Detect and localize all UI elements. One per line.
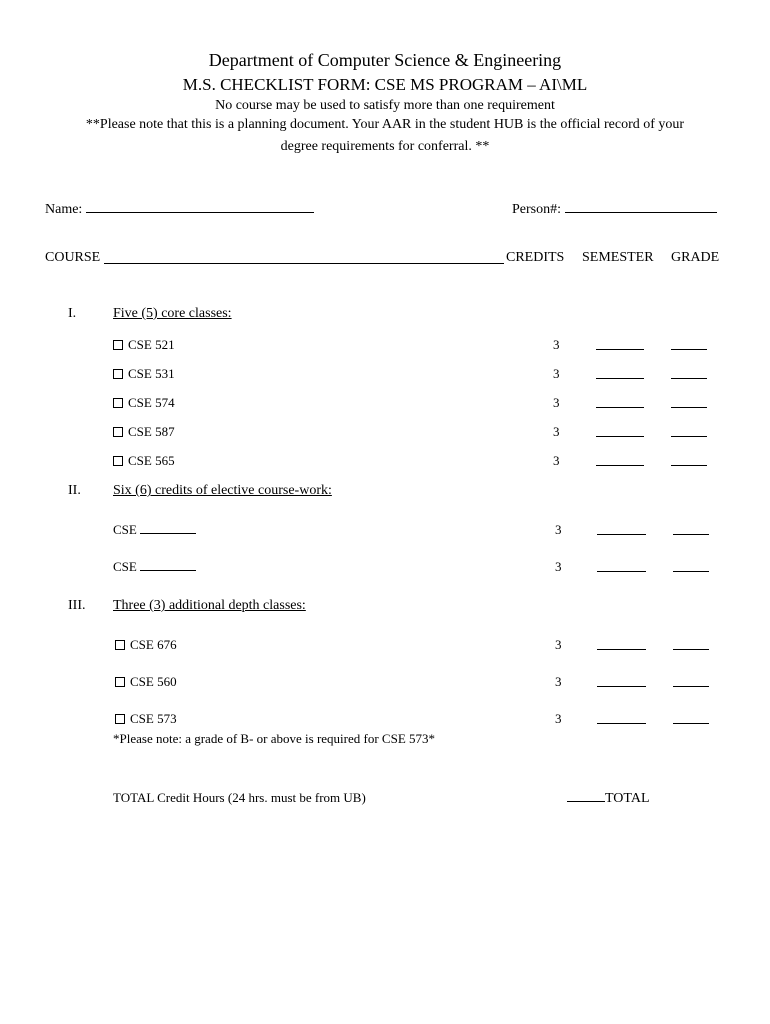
- total-blank[interactable]: [567, 790, 605, 802]
- requirement-note: No course may be used to satisfy more than one requirement: [215, 98, 555, 113]
- course-row-label[interactable]: CSE 676: [115, 637, 177, 653]
- section-title: Three (3) additional depth classes:: [113, 598, 306, 613]
- grade-blank[interactable]: [671, 349, 707, 350]
- course-credits: 3: [553, 395, 560, 410]
- course-credits: 3: [555, 522, 562, 537]
- column-course: COURSE: [45, 250, 101, 265]
- course-credits: 3: [555, 559, 562, 574]
- grade-blank[interactable]: [671, 465, 707, 466]
- course-credits: 3: [555, 711, 562, 726]
- grade-blank[interactable]: [673, 534, 709, 535]
- semester-blank[interactable]: [597, 686, 646, 687]
- grade-blank[interactable]: [673, 723, 709, 724]
- course-credits: 3: [555, 674, 562, 689]
- planning-note-line2: degree requirements for conferral. **: [280, 139, 490, 154]
- checkbox[interactable]: [113, 369, 123, 379]
- course-credits: 3: [553, 424, 560, 439]
- checkbox[interactable]: [115, 714, 125, 724]
- elective-number-blank[interactable]: [140, 523, 196, 534]
- section-title: Five (5) core classes:: [113, 306, 232, 321]
- semester-blank[interactable]: [596, 436, 644, 437]
- section-numeral: III.: [68, 598, 86, 613]
- course-credits: 3: [553, 453, 560, 468]
- checkbox[interactable]: [113, 398, 123, 408]
- checkbox[interactable]: [115, 640, 125, 650]
- course-row-label[interactable]: CSE 573: [115, 711, 177, 727]
- course-credits: 3: [555, 637, 562, 652]
- person-number-field[interactable]: [512, 200, 717, 218]
- semester-blank[interactable]: [596, 349, 644, 350]
- grade-blank[interactable]: [673, 571, 709, 572]
- elective-row-label[interactable]: CSE: [113, 522, 196, 538]
- person-number-label: Person#:: [512, 202, 561, 217]
- grade-blank[interactable]: [671, 407, 707, 408]
- semester-blank[interactable]: [597, 649, 646, 650]
- course-row-label[interactable]: CSE 587: [113, 424, 175, 440]
- section-numeral: I.: [68, 306, 77, 321]
- elective-row-label[interactable]: CSE: [113, 559, 196, 575]
- checkbox[interactable]: [115, 677, 125, 687]
- semester-blank[interactable]: [597, 571, 646, 572]
- course-credits: 3: [553, 337, 560, 352]
- form-title: M.S. CHECKLIST FORM: CSE MS PROGRAM – AI\ML: [182, 75, 588, 94]
- grade-blank[interactable]: [671, 378, 707, 379]
- course-row-label[interactable]: CSE 531: [113, 366, 175, 382]
- course-header-line: [104, 263, 504, 264]
- course-row-label[interactable]: CSE 521: [113, 337, 175, 353]
- grade-blank[interactable]: [673, 686, 709, 687]
- name-label: Name:: [45, 202, 83, 217]
- semester-blank[interactable]: [597, 534, 646, 535]
- section-title: Six (6) credits of elective course-work:: [113, 483, 332, 498]
- course-row-label[interactable]: CSE 574: [113, 395, 175, 411]
- semester-blank[interactable]: [597, 723, 646, 724]
- total-credit-hours-label: TOTAL Credit Hours (24 hrs. must be from UB): [113, 790, 366, 805]
- total-field[interactable]: TOTAL: [567, 790, 650, 807]
- grade-requirement-note: *Please note: a grade of B- or above is required for CSE 573*: [113, 731, 436, 746]
- name-field[interactable]: [45, 200, 314, 218]
- elective-number-blank[interactable]: [140, 560, 196, 571]
- course-row-label[interactable]: CSE 560: [115, 674, 177, 690]
- person-number-blank[interactable]: [565, 200, 717, 213]
- name-blank[interactable]: [86, 200, 314, 213]
- course-credits: 3: [553, 366, 560, 381]
- column-credits: CREDITS: [506, 250, 565, 265]
- column-semester: SEMESTER: [582, 250, 654, 265]
- semester-blank[interactable]: [596, 407, 644, 408]
- semester-blank[interactable]: [596, 465, 644, 466]
- semester-blank[interactable]: [596, 378, 644, 379]
- checkbox[interactable]: [113, 340, 123, 350]
- checkbox[interactable]: [113, 427, 123, 437]
- section-numeral: II.: [68, 483, 81, 498]
- planning-note-line1: **Please note that this is a planning document. Your AAR in the student HUB is the official record of your: [85, 117, 685, 132]
- department-title: Department of Computer Science & Engineering: [208, 50, 562, 70]
- column-grade: GRADE: [671, 250, 720, 265]
- checkbox[interactable]: [113, 456, 123, 466]
- course-row-label[interactable]: CSE 565: [113, 453, 175, 469]
- grade-blank[interactable]: [671, 436, 707, 437]
- grade-blank[interactable]: [673, 649, 709, 650]
